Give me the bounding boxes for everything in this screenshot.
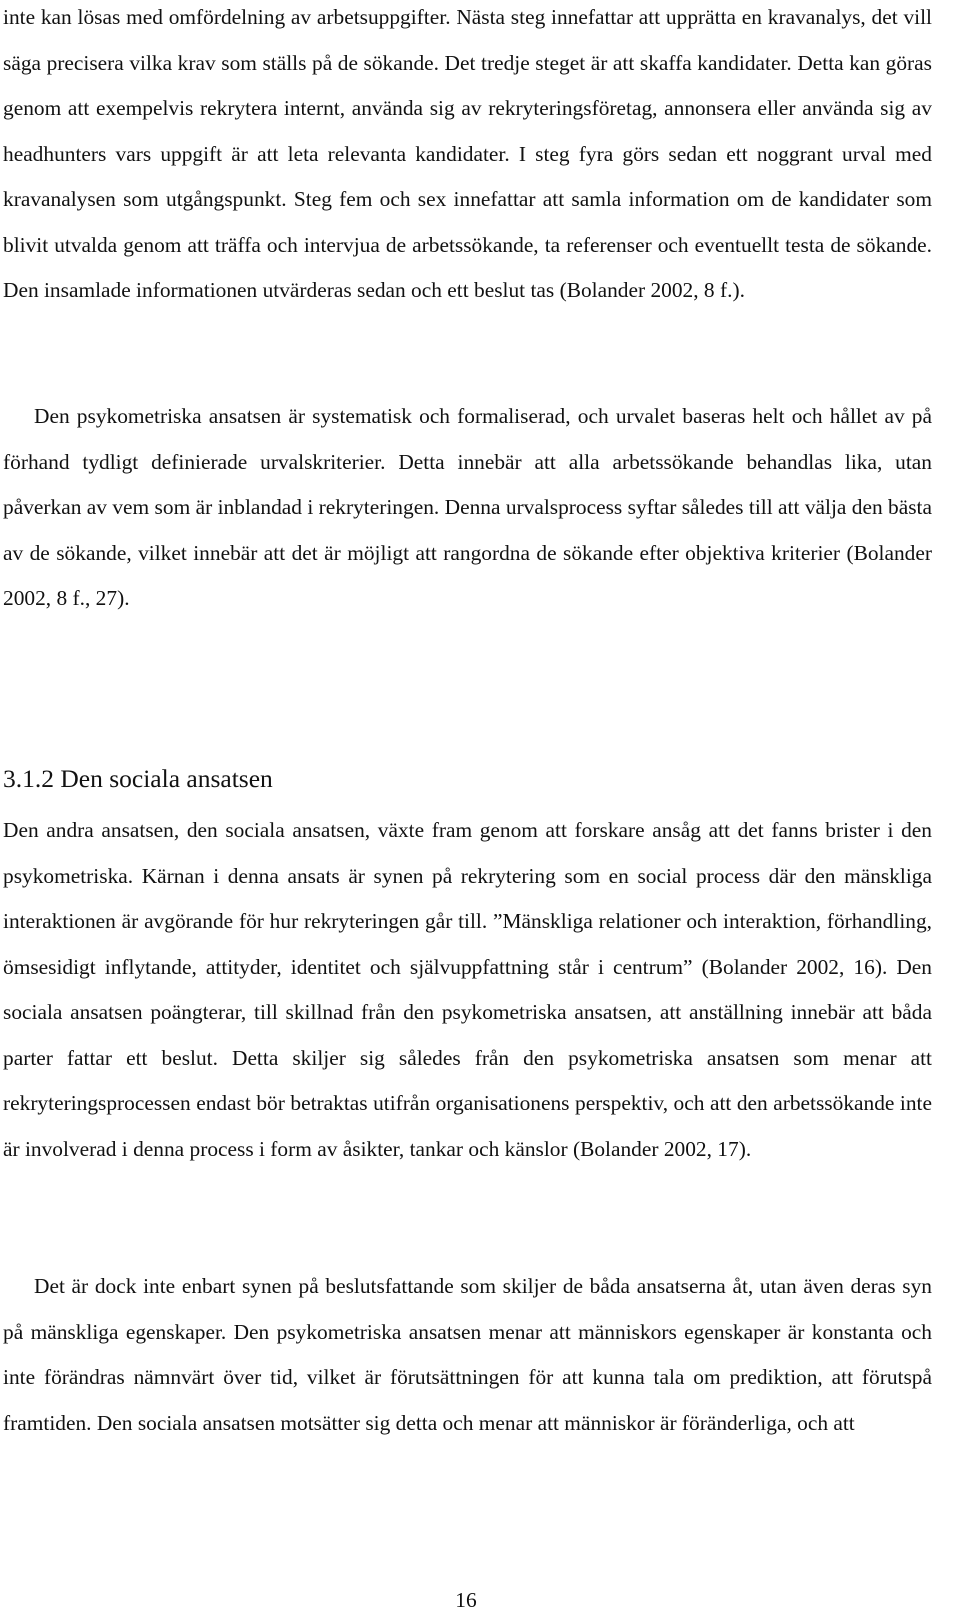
paragraph-social-approach: Den andra ansatsen, den sociala ansatsen, växte fram genom att forskare ansåg att det fanns brister i den psykometriska. Kärnan i denna ansats är synen på rekrytering som en social process där den mänskliga interaktionen är avgörande för hur rekryteringen går till. ”Mänskliga relationer och interaktion, förhandling, ömsesidigt inflytande, attityder, identitet och självuppfattning står i centrum” (Bolander 2002, 16). Den sociala ansatsen poängterar, till skillnad från den psykometriska ansatsen, att anställning innebär att båda parter fattar ett beslut. Detta skiljer sig således från den psykometriska ansatsen som menar att rekryteringsprocessen endast bör betraktas utifrån organisationens perspektiv, och att den arbetssökande inte är involverad i denna process i form av åsikter, tankar och känslor (Bolander 2002, 17). [3, 818, 932, 1161]
paragraph-recruitment-steps: inte kan lösas med omfördelning av arbetsuppgifter. Nästa steg innefattar att upprätta en kravanalys, det vill säga precisera vilka krav som ställs på de sökande. Det tredje steget är att skaffa kandidater. Detta kan göras genom att exempelvis rekrytera internt, använda sig av rekryteringsföretag, annonsera eller använda sig av headhunters vars uppgift är att leta relevanta kandidater. I steg fyra görs sedan ett noggrant urval med kravanalysen som utgångspunkt. Steg fem och sex innefattar att samla information om de kandidater som blivit utvalda genom att träffa och intervjua de arbetssökande, ta referenser och eventuellt testa de sökande. Den insamlade informationen utvärderas sedan och ett beslut tas (Bolander 2002, 8 f.). [3, 5, 932, 302]
paragraph-human-traits: Det är dock inte enbart synen på beslutsfattande som skiljer de båda ansatserna åt, utan även deras syn på mänskliga egenskaper. Den psykometriska ansatsen menar att människors egenskaper är konstanta och inte förändras nämnvärt över tid, vilket är förutsättningen för att kunna tala om prediktion, att förutspå framtiden. Den sociala ansatsen motsätter sig detta och menar att människor är föränderliga, och att [3, 1274, 932, 1435]
paragraph-psychometric-approach: Den psykometriska ansatsen är systematisk och formaliserad, och urvalet baseras helt och hållet av på förhand tydligt definierade urvalskriterier. Detta innebär att alla arbetssökande behandlas lika, utan påverkan av vem som är inblandad i rekryteringen. Denna urvalsprocess syftar således till att välja den bästa av de sökande, vilket innebär att det är möjligt att rangordna de sökande efter objektiva kriterier (Bolander 2002, 8 f., 27). [3, 404, 932, 610]
page-number: 16 [455, 1588, 477, 1612]
section-heading: 3.1.2 Den sociala ansatsen [3, 764, 273, 793]
